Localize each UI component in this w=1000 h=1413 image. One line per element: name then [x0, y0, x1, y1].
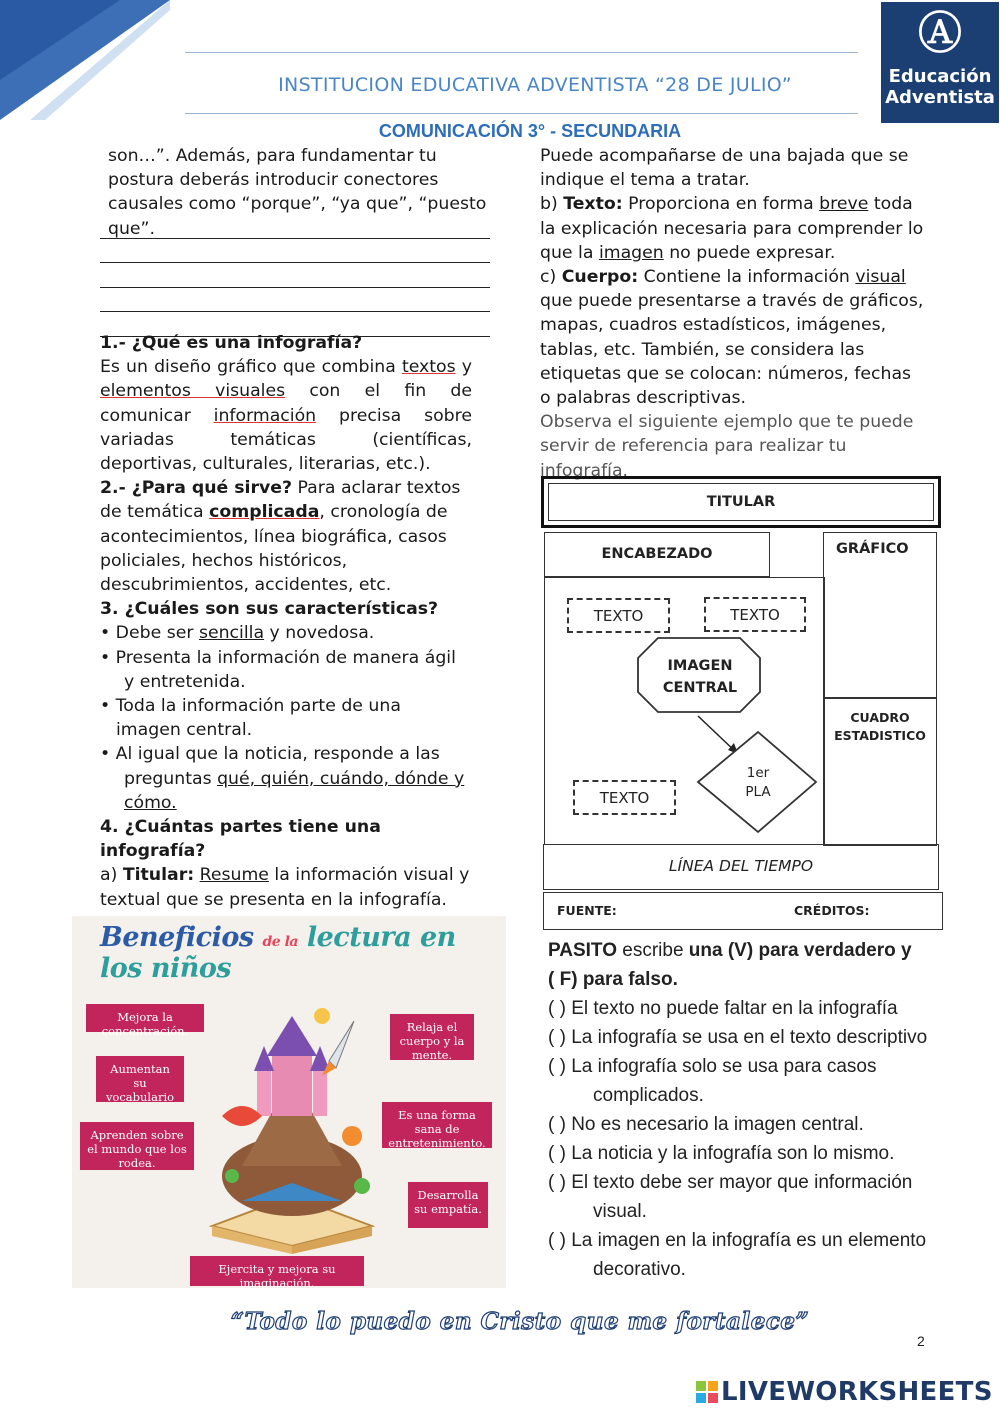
linea-del-tiempo-box: LÍNEA DEL TIEMPO	[543, 844, 939, 890]
cuerpo-definition: c) Cuerpo: Contiene la información visual que puede presentarse a través de gráficos, mapas, cuadros estadísticos, imágenes, tablas, etc. También, se considera las etiquetas que se colocan: números, fechas o palabras descriptivas.	[540, 267, 924, 409]
q2-text: 2.- ¿Para qué sirve? Para aclarar textos de temática complicada, cronología de acontecimientos, línea biográfica, casos policiales, hechos históricos, descubrimientos, accidentes, etc.	[100, 478, 461, 596]
footer-quote: “Todo lo puedo en Cristo que me fortalece”	[230, 1308, 810, 1335]
titular-definition: a) Titular: Resume la información visual y textual que se presenta en la infografía.	[100, 865, 470, 910]
feature-bullet-cont: cómo.	[124, 792, 177, 813]
quiz-item[interactable]: ( ) La infografía se usa en el texto descriptivo	[548, 1027, 928, 1048]
benefit-tag: Aprenden sobre el mundo que los rodea.	[80, 1122, 194, 1170]
bajada-text: Puede acompañarse de una bajada que se indique el tema a tratar.	[540, 146, 909, 191]
encabezado-box: ENCABEZADO	[544, 532, 770, 577]
texto-definition: b) Texto: Proporciona en forma breve toda la explicación necesaria para comprender lo que la imagen no puede expresar.	[540, 194, 924, 263]
liveworksheets-icon	[696, 1380, 718, 1402]
true-false-quiz	[548, 936, 948, 1284]
q3-title: 3. ¿Cuáles son sus características?	[100, 599, 439, 620]
imagen-central-label: IMAGEN CENTRAL	[662, 658, 738, 696]
corner-decoration	[0, 0, 170, 120]
education-logo: Ⓐ Educación Adventista	[881, 2, 999, 123]
right-content	[540, 144, 925, 483]
texto-box: TEXTO	[567, 598, 670, 633]
benefit-tag: Ejercita y mejora su imaginación.	[190, 1256, 364, 1286]
institution-name: INSTITUCION EDUCATIVA ADVENTISTA “28 DE JULIO”	[278, 74, 792, 96]
quiz-item-cont: complicados.	[593, 1085, 704, 1106]
feature-bullet: • Al igual que la noticia, responde a las	[100, 744, 440, 765]
feature-bullet: • Presenta la información de manera ágil	[100, 647, 456, 668]
texto-box: TEXTO	[704, 597, 806, 632]
grafico-box: GRÁFICO	[823, 532, 937, 698]
left-content	[100, 331, 472, 912]
feature-bullet: • Toda la información parte de una	[100, 696, 401, 717]
page-number: 2	[917, 1333, 925, 1349]
benefit-tag: Aumentan su vocabulario	[96, 1056, 184, 1102]
benefit-tag: Es una forma sana de entretenimiento.	[382, 1102, 492, 1148]
quiz-title: PASITO escribe una (V) para verdadero y	[548, 940, 912, 961]
creditos-label: CRÉDITOS:	[794, 903, 870, 918]
q1-title: 1.- ¿Qué es una infografía?	[100, 333, 363, 353]
quiz-item[interactable]: ( ) El texto no puede faltar en la infografía	[548, 998, 898, 1019]
benefit-tag: Relaja el cuerpo y la mente.	[390, 1014, 474, 1060]
quiz-item-cont: decorativo.	[593, 1259, 686, 1280]
observe-text: Observa el siguiente ejemplo que te puede servir de referencia para realizar tu infografía.	[540, 412, 914, 481]
rocket-icon	[314, 1016, 364, 1086]
quiz-item[interactable]: ( ) La infografía solo se usa para casos	[548, 1056, 877, 1077]
header-bottom-rule	[185, 113, 858, 114]
feature-bullet-cont: preguntas qué, quién, cuándo, dónde y	[124, 768, 465, 789]
intro-paragraph: son…”. Además, para fundamentar tu postura deberás introducir conectores causales como “porque”, “ya que”, “puesto que”.	[108, 146, 487, 239]
texto-box: TEXTO	[573, 780, 676, 815]
feature-bullet-cont: imagen central.	[116, 720, 253, 741]
benefits-infographic	[72, 916, 506, 1288]
quiz-item[interactable]: ( ) El texto debe ser mayor que información	[548, 1172, 913, 1193]
q4-title-cont: infografía?	[100, 841, 206, 862]
quiz-item[interactable]: ( ) La imagen en la infografía es un elemento	[548, 1230, 927, 1251]
header-top-rule	[185, 52, 858, 53]
fuente-creditos-box	[543, 892, 943, 930]
quiz-title-cont: ( F) para falso.	[548, 969, 678, 990]
answer-lines[interactable]	[100, 214, 490, 337]
q4-title: 4. ¿Cuántas partes tiene una	[100, 817, 381, 838]
logo-a-icon: Ⓐ	[918, 9, 962, 58]
titular-box: TITULAR	[548, 483, 934, 521]
first-plane-label: 1er PLA	[745, 765, 771, 800]
titular-frame	[541, 476, 941, 528]
liveworksheets-logo[interactable]: LIVEWORKSHEETS	[696, 1377, 993, 1407]
q1-text: Es un diseño gráfico que combina textos y elementos visuales con el fin de comunicar información precisa sobre variadas temáticas (científicas, deportivas, culturales, literarias, etc.).	[100, 357, 473, 475]
benefit-tag: Mejora la concentración.	[86, 1004, 204, 1032]
benefits-title: Beneficios de la lectura en los niños	[100, 922, 456, 984]
subject-title: COMUNICACIÓN 3° - SECUNDARIA	[378, 121, 682, 141]
quiz-item-cont: visual.	[593, 1201, 647, 1222]
quiz-item[interactable]: ( ) No es necesario la imagen central.	[548, 1114, 864, 1135]
feature-bullet: • Debe ser sencilla y novedosa.	[100, 623, 375, 644]
cuadro-estadistico-box: CUADRO ESTADISTICO	[823, 698, 937, 846]
feature-bullet-cont: y entretenida.	[124, 671, 246, 692]
fuente-label: FUENTE:	[557, 903, 617, 918]
quiz-item[interactable]: ( ) La noticia y la infografía son lo mismo.	[548, 1143, 895, 1164]
benefit-tag: Desarrolla su empatía.	[408, 1182, 488, 1228]
